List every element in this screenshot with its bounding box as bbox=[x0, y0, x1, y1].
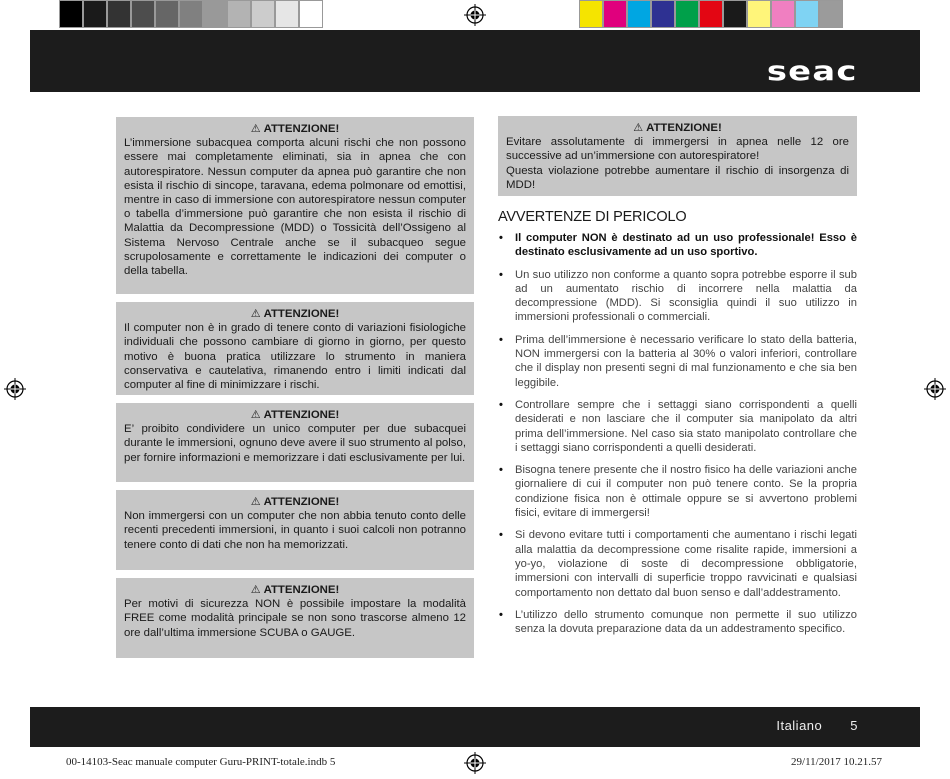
color-swatch bbox=[83, 0, 107, 28]
warning-box-sharing bbox=[116, 403, 474, 482]
list-item: • Un suo utilizzo non conforme a quanto sopra potrebbe esporre il sub ad un aumentato rischio di incorrere nella malattia da decompressione (MDD). Si sconsiglia quindi il suo utilizzo in immersioni professionali o commerciali. bbox=[499, 268, 857, 324]
warning-box-risks bbox=[116, 117, 474, 294]
warning-text: Evitare assolutamente di immergersi in apnea nelle 12 ore successive ad un’immersione con autorespiratore! bbox=[506, 136, 849, 163]
color-swatch bbox=[795, 0, 819, 28]
warning-title: ⚠ ATTENZIONE! bbox=[250, 123, 340, 135]
bullet-icon: • bbox=[499, 529, 503, 542]
color-swatch bbox=[819, 0, 843, 28]
color-swatch bbox=[675, 0, 699, 28]
list-item: • Prima dell’immersione è necessario verificare lo stato della batteria, NON immergersi con la batteria al 30% o valori inferiori, controllare che il display non presenti segni di mal funzionamento e che sia ben leggibile. bbox=[499, 333, 857, 389]
warning-box-free-mode bbox=[116, 578, 474, 658]
warning-title: ⚠ ATTENZIONE! bbox=[250, 496, 340, 508]
color-swatch bbox=[203, 0, 227, 28]
color-swatch bbox=[771, 0, 795, 28]
warning-text: E’ proibito condividere un unico computer per due subacquei durante le immersioni, ognuno deve avere il suo strumento al polso, per fornire informazioni e memorizzare i dati esclusivamente per lui. bbox=[124, 423, 466, 464]
color-swatch bbox=[603, 0, 627, 28]
color-swatch bbox=[107, 0, 131, 28]
list-item: • Il computer NON è destinato ad un uso professionale! Esso è destinato esclusivamente ad un uso sportivo. bbox=[499, 232, 857, 259]
warning-text: L’immersione subacquea comporta alcuni rischi che non possono essere mai completamente eliminati, sia in apnea che con autorespiratore. Nessun computer da apnea può garantire che non esista il rischio di sincope, taravana, edema polmonare od emottisi, mentre in caso di immersione con autorespiratore nessun computer o tabella d’immersione può garantire che non esista il rischio di Malattia da Decompressione (MDD) o Tossicità dell’Ossigeno al Sistema Nervoso Centrale anche se il subacqueo segue scrupolosamente e correttamente le indicazioni dei computer o della tabella. bbox=[124, 137, 466, 278]
footer-band bbox=[30, 707, 920, 747]
warning-title: ⚠ ATTENZIONE! bbox=[250, 584, 340, 596]
color-swatch bbox=[579, 0, 603, 28]
gray-scale-bar bbox=[59, 0, 323, 30]
bullet-icon: • bbox=[499, 464, 503, 477]
file-slug: 00-14103-Seac manuale computer Guru-PRINT-totale.indb 5 bbox=[66, 756, 336, 768]
color-swatch bbox=[275, 0, 299, 28]
color-swatch bbox=[723, 0, 747, 28]
color-swatch bbox=[747, 0, 771, 28]
color-swatch bbox=[251, 0, 275, 28]
warning-triangle-icon: ⚠ bbox=[250, 308, 261, 320]
color-swatch bbox=[227, 0, 251, 28]
list-item: • Si devono evitare tutti i comportamenti che aumentano i rischi legati alla malattia da decompressione come risalite rapide, immersioni a yo-yo, violazione di soste di decompressione obbligatorie, immersioni con intervalli di superficie troppo ravvicinati e qualsiasi comportamento non dettato dal buon senso e dall’addestramento. bbox=[499, 529, 857, 599]
warning-title: ⚠ ATTENZIONE! bbox=[250, 409, 340, 421]
color-swatch bbox=[651, 0, 675, 28]
bullet-icon: • bbox=[499, 232, 503, 244]
color-swatch bbox=[299, 0, 323, 28]
warning-triangle-icon: ⚠ bbox=[633, 122, 644, 134]
color-swatch bbox=[699, 0, 723, 28]
brand-logo: seac bbox=[767, 56, 858, 87]
warning-box-physiology bbox=[116, 302, 474, 395]
list-item: • Controllare sempre che i settaggi siano corrispondenti a quelli desiderati e non lasciare che il computer sia manipolato da altri prima dell’immersione. Nel caso sia stato manipolato controllare che i settaggi siano corrispondenti a quelli desiderati. bbox=[499, 398, 857, 454]
bullet-icon: • bbox=[499, 268, 503, 281]
warning-text: Il computer non è in grado di tenere conto di variazioni fisiologiche individuali che possono cambiare di giorno in giorno, per questo motivo è buona pratica utilizzare lo strumento in maniera conservativa e cautelativa, rimanendo entro i limiti indicati dal computer al fine di minimizzare i rischi. bbox=[124, 322, 466, 392]
color-swatch bbox=[627, 0, 651, 28]
warning-box-apnea bbox=[498, 116, 857, 196]
warning-triangle-icon: ⚠ bbox=[250, 584, 261, 596]
warning-title: ⚠ ATTENZIONE! bbox=[250, 308, 340, 320]
color-control-bar bbox=[579, 0, 843, 30]
bullet-icon: • bbox=[499, 608, 503, 621]
color-swatch bbox=[131, 0, 155, 28]
warning-triangle-icon: ⚠ bbox=[250, 123, 261, 135]
registration-mark-icon bbox=[4, 378, 26, 400]
print-datetime: 29/11/2017 10.21.57 bbox=[791, 756, 882, 768]
color-swatch bbox=[179, 0, 203, 28]
section-title: AVVERTENZE DI PERICOLO bbox=[498, 209, 687, 225]
danger-warnings-list bbox=[498, 231, 857, 644]
language-label: Italiano bbox=[776, 718, 823, 733]
bullet-icon: • bbox=[499, 333, 503, 346]
registration-mark-icon bbox=[464, 752, 486, 774]
footer-text bbox=[776, 718, 858, 733]
warning-text: Non immergersi con un computer che non abbia tenuto conto delle recenti precedenti immersioni, in quanto i suoi calcoli non potranno tenere conto di dati che non ha memorizzati. bbox=[124, 510, 466, 551]
page-number: 5 bbox=[850, 718, 858, 733]
warning-triangle-icon: ⚠ bbox=[250, 496, 261, 508]
list-item: • Bisogna tenere presente che il nostro fisico ha delle variazioni anche giornaliere di cui il computer non può tenere conto. Se la propria condizione fisica non è ottimale oppure se si avvertono problemi fisici, evitare di immergersi! bbox=[499, 464, 857, 520]
warning-title: ⚠ ATTENZIONE! bbox=[633, 122, 722, 134]
warning-box-previous-dives bbox=[116, 490, 474, 570]
warning-triangle-icon: ⚠ bbox=[250, 409, 261, 421]
list-item: • L’utilizzo dello strumento comunque non permette il suo utilizzo senza la dovuta preparazione data da un addestramento specifico. bbox=[499, 608, 857, 636]
color-swatch bbox=[155, 0, 179, 28]
registration-mark-icon bbox=[464, 4, 486, 26]
registration-mark-icon bbox=[924, 378, 946, 400]
color-swatch bbox=[59, 0, 83, 28]
bullet-icon: • bbox=[499, 398, 503, 411]
warning-text: Questa violazione potrebbe aumentare il rischio di insorgenza di MDD! bbox=[506, 164, 849, 191]
header-band bbox=[30, 30, 920, 92]
warning-text: Per motivi di sicurezza NON è possibile impostare la modalità FREE come modalità principale se non sono trascorse almeno 12 ore dall’ultima immersione SCUBA o GAUGE. bbox=[124, 598, 466, 639]
